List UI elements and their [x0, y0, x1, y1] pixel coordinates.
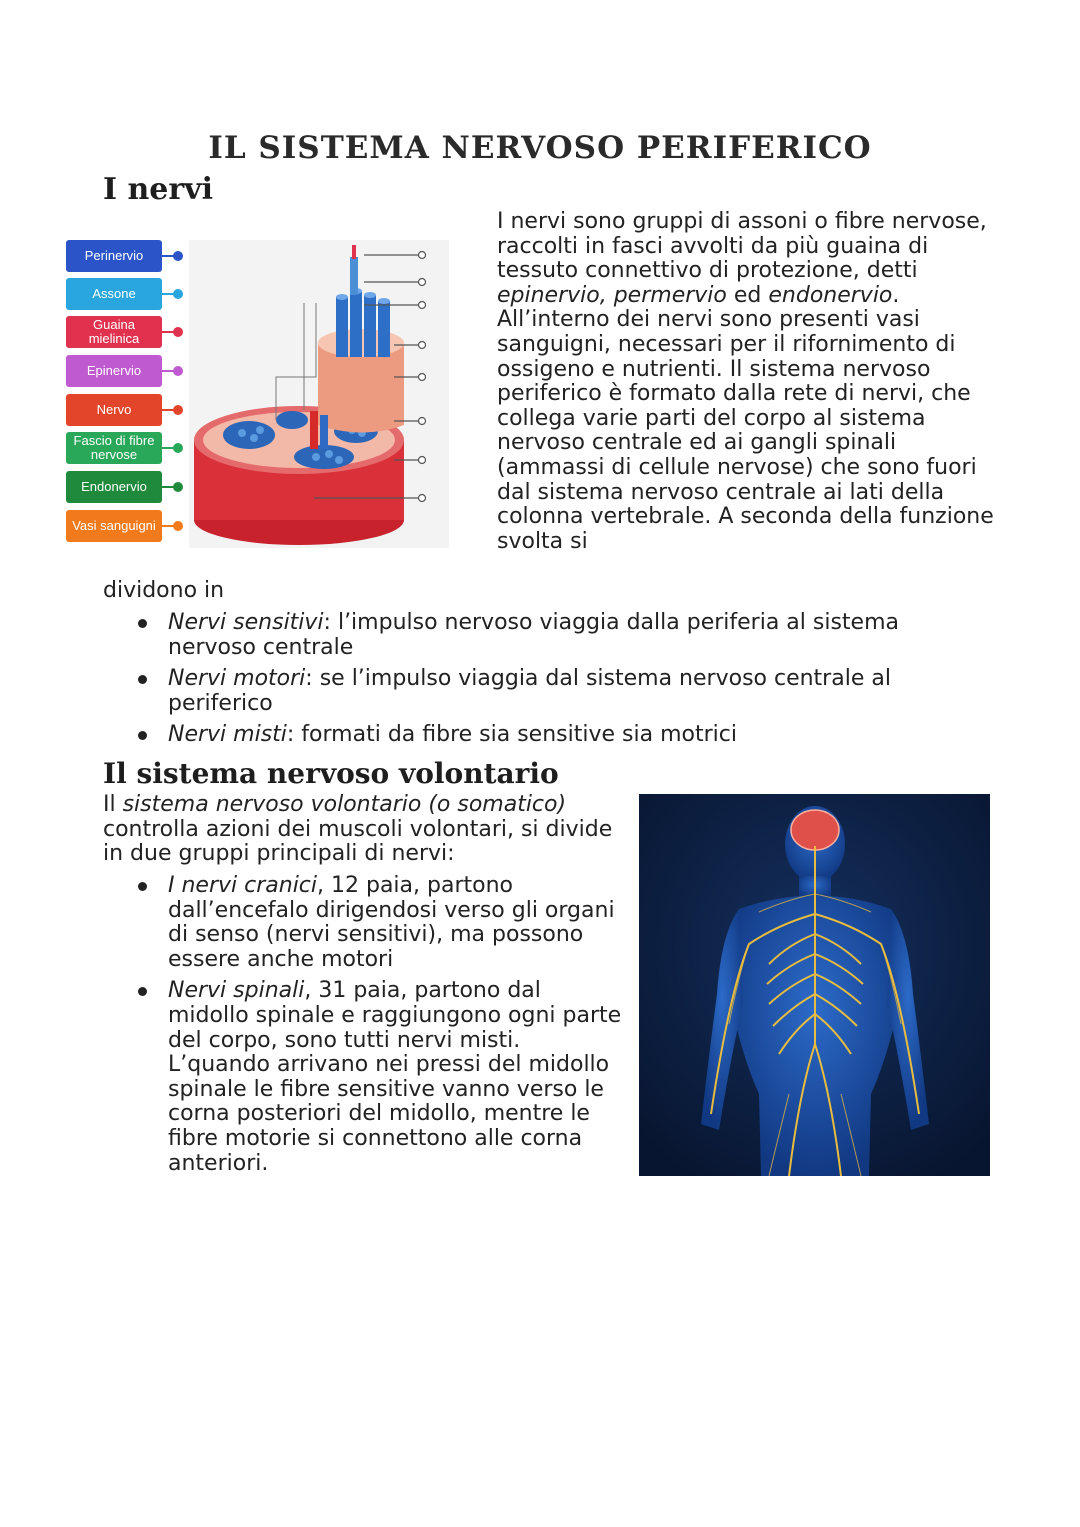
nerve-cross-section-illustration: [64, 235, 450, 550]
bullet-term: Nervi misti: [168, 722, 287, 748]
vol-intro-post: controlla azioni dei muscoli volontari, si divide in due gruppi principali di nervi:: [103, 816, 613, 867]
intro-text-3: . All’interno dei nervi sono presenti vasi sanguigni, necessari per il rifornimento di ossigeno e nutrienti. Il sistema nervoso periferico è formato dalla rete di nervi, che collega varie parti del corpo al sistema nervoso centrale ed ai gangli spinali (ammassi di cellule nervose) che sono fuori dal sistema nervoso centrale ai lati della colonna vertebrale. A seconda della funzione svolta si: [497, 282, 994, 554]
bullet-text: : formati da fibre sia sensitive sia motrici: [286, 722, 737, 748]
label-assone: Assone: [66, 278, 162, 310]
label-guaina-mielinica: Guaina mielinica: [66, 316, 162, 348]
vol-intro-pre: Il: [103, 792, 123, 817]
bullet-term: Nervi motori: [168, 666, 306, 692]
list-item: [168, 874, 628, 972]
label-nervo: Nervo: [66, 394, 162, 426]
nervous-system-body-image: [639, 794, 990, 1176]
nerve-types-list: [168, 611, 988, 755]
volontario-intro-paragraph: [103, 793, 623, 867]
label-perinervio: Perinervio: [66, 240, 162, 272]
bullet-text: : se l’impulso viaggia dal sistema nervoso centrale al periferico: [168, 666, 891, 716]
bullet-text: , 12 paia, partono dall’encefalo dirigendosi verso gli organi di senso (nervi sensitivi), ma possono essere anche motori: [168, 873, 615, 972]
section-heading-nervi: I nervi: [103, 172, 214, 207]
human-body-illustration: [639, 794, 990, 1176]
bullet-text: : l’impulso nervoso viaggia dalla periferia al sistema nervoso centrale: [168, 610, 899, 660]
label-vasi-sanguigni: Vasi sanguigni: [66, 510, 162, 542]
label-endonervio: Endonervio: [66, 471, 162, 503]
intro-text-2: ed: [726, 282, 769, 308]
bullet-term: I nervi cranici: [168, 873, 318, 898]
vol-intro-term: sistema nervoso volontario (o somatico): [122, 792, 567, 817]
list-item: [168, 979, 628, 1176]
nervi-intro-paragraph: [497, 210, 997, 554]
nerve-groups-list: [168, 874, 628, 1183]
list-item: [168, 667, 988, 716]
bullet-term: Nervi spinali: [168, 978, 305, 1004]
label-epinervio: Epinervio: [66, 355, 162, 387]
nerve-structure-diagram: [64, 235, 450, 550]
intro-text-1: I nervi sono gruppi di assoni o fibre nervose, raccolti in fasci avvolti da più guaina di tessuto connettivo di protezione, detti: [497, 209, 987, 284]
label-fascio-fibre: Fascio di fibre nervose: [66, 432, 162, 464]
list-item: [168, 611, 988, 660]
nervi-intro-continuation: dividono in: [103, 578, 225, 603]
list-item: [168, 723, 988, 748]
section-heading-volontario: Il sistema nervoso volontario: [103, 757, 559, 790]
bullet-term: Nervi sensitivi: [168, 610, 324, 635]
intro-term-epinervio: epinervio, permervio: [497, 282, 727, 308]
bullet-text: , 31 paia, partono dal midollo spinale e raggiungono ogni parte del corpo, sono tutti nervi misti. L’quando arrivano nei pressi del midollo spinale le fibre sensitive vanno verso le corna posteriori del midollo, mentre le fibre motorie si connettono alle corna anteriori.: [168, 978, 622, 1176]
page-title: IL SISTEMA NERVOSO PERIFERICO: [208, 130, 872, 166]
intro-term-endonervio: endonervio: [768, 282, 893, 308]
